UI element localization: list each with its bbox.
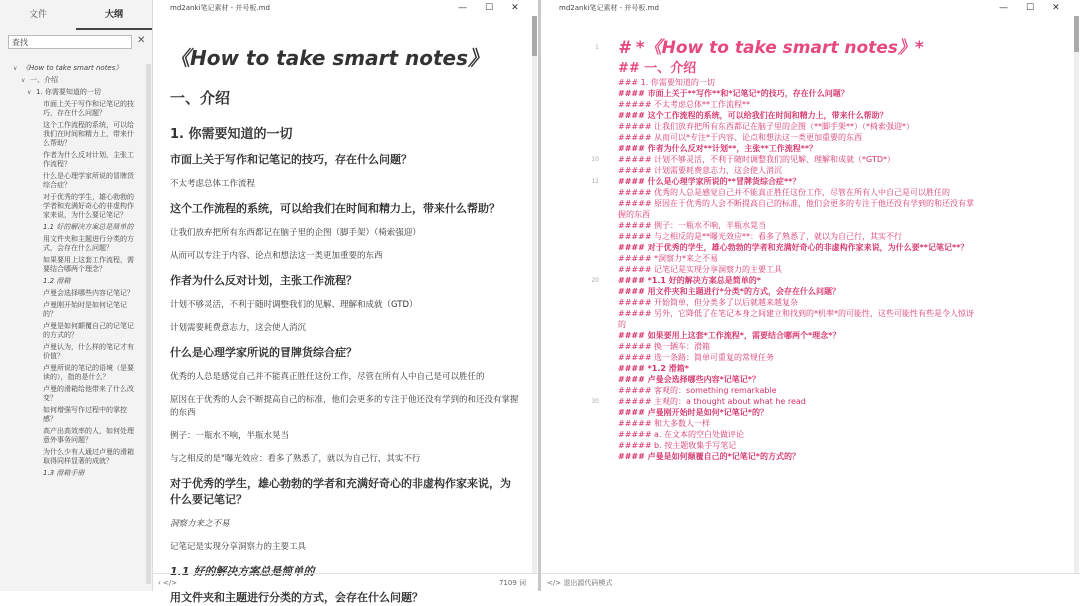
line-number: 1	[595, 44, 599, 51]
outline-item[interactable]	[0, 343, 146, 361]
outline-item-label: 卢曼的滑箱给他带来了什么改变？	[43, 385, 134, 402]
typora-window-source	[541, 0, 1080, 591]
line-number: 12	[591, 178, 599, 185]
outline-item[interactable]	[0, 469, 146, 478]
source-line[interactable]	[541, 231, 1069, 242]
source-line[interactable]	[541, 88, 1069, 99]
outline-item-label: 如果要用上这套工作流程，需要结合哪两个理念？	[43, 256, 134, 273]
line-number: 20	[591, 277, 599, 284]
source-text: ##### 原因在于优秀的人会不断提高自己的标准，他们会更多的专注于他还没有学到的和还没有掌	[618, 199, 975, 208]
source-h1: # *《How to take smart notes》*	[618, 38, 924, 58]
paragraph: 优秀的人总是感觉自己并不能真正胜任这份工作，尽管在所有人中自己是可以胜任的	[170, 372, 485, 382]
window-controls	[458, 0, 519, 16]
outline-item-label: 如何增强写作过程中的掌控感？	[43, 406, 127, 423]
source-line[interactable]	[541, 418, 1069, 429]
source-line[interactable]	[541, 143, 1069, 154]
source-text: ### 1. 你需要知道的一切	[618, 78, 715, 87]
source-text: #### 什么是心理学家所说的**冒牌货综合症**？	[618, 177, 801, 186]
line-number: 10	[591, 156, 599, 163]
doc-title: 《How to take smart notes》	[170, 46, 488, 70]
outline-item[interactable]	[0, 151, 146, 169]
source-text: ##### 从而可以*专注*于内容、论点和想法这一类更加重要的东西	[618, 133, 863, 142]
source-line[interactable]	[541, 264, 1069, 275]
source-line[interactable]	[541, 253, 1069, 264]
source-text: ##### 客观的：something remarkable	[618, 386, 777, 395]
source-line[interactable]	[541, 209, 1069, 220]
sidebar-tabs	[0, 0, 152, 30]
maximize-icon[interactable]: ☐	[1026, 3, 1035, 13]
source-line[interactable]	[541, 440, 1069, 451]
status-bar	[152, 573, 538, 592]
outline-item[interactable]	[0, 172, 146, 190]
outline-item[interactable]	[0, 448, 146, 466]
heading-4: 作者为什么反对计划，主张工作流程？	[170, 274, 357, 287]
outline-item[interactable]	[0, 427, 146, 445]
source-text: #### *1.2 滑箱*	[618, 364, 689, 373]
outline-list	[0, 64, 146, 481]
source-text: #### 这个工作流程的系统，可以给我们在时间和精力上，带来什么帮助？	[618, 111, 888, 120]
close-icon[interactable]: ✕	[137, 35, 146, 46]
outline-item-label: 1.1 好的解决方案总是简单的	[43, 223, 134, 231]
paragraph: 让我们放弃把所有东西都记在脑子里的企图（脚手架）（椅索强迎）	[170, 228, 421, 238]
source-scroll-thumb[interactable]	[1074, 16, 1079, 52]
maximize-icon[interactable]: ☐	[485, 3, 494, 13]
paragraph: 原因在于优秀的人会不断提高自己的标准，他们会更多的专注于他还没有学到的和还没有掌握的东西	[170, 395, 519, 418]
source-text: #### 对于优秀的学生，雄心勃勃的学者和充满好奇心的非虚构作家来说，为什么要**记笔记**？	[618, 243, 969, 252]
source-line[interactable]	[541, 275, 1069, 286]
sidebar	[0, 0, 153, 591]
source-text: #### 如果要用上这套*工作流程*，需要结合哪两个*理念*？	[618, 331, 841, 340]
heading-3: 1. 你需要知道的一切	[170, 127, 293, 142]
outline-item[interactable]	[0, 364, 146, 382]
heading-2: 一、介绍	[170, 89, 231, 107]
source-text: ##### 计划需要耗费意志力，这会使人消沉	[618, 166, 783, 175]
source-line[interactable]	[541, 132, 1069, 143]
source-line[interactable]	[541, 297, 1069, 308]
sidebar-scrollbar[interactable]	[146, 64, 151, 584]
chevron-down-icon[interactable]: ∨	[13, 65, 18, 72]
exit-source-mode-button[interactable]: </> 退出源代码模式	[547, 579, 613, 587]
outline-item[interactable]	[0, 76, 146, 85]
source-text: ##### 计划不够灵活，不利于随时调整我们的见解、理解和成就（*GTD*）	[618, 155, 896, 164]
source-line[interactable]	[541, 99, 1069, 110]
tab-files[interactable]: 文件	[28, 10, 47, 20]
source-line[interactable]	[541, 242, 1069, 253]
source-text: #### 卢曼刚开始时是如何*记笔记*的？	[618, 408, 768, 417]
source-text: ##### 换一辆车：滑箱	[618, 342, 711, 351]
source-text: #### *1.1 好的解决方案总是简单的*	[618, 276, 761, 285]
source-line[interactable]	[541, 198, 1069, 209]
source-text: ##### 另外，它降低了在笔记本身之间建立和找到的*机率*的可能性，这些可能性有些是令人惊讶	[618, 309, 975, 318]
source-line[interactable]	[541, 363, 1069, 374]
outline-item-label: 这个工作流程的系统，可以给我们在时间和精力上，带来什么帮助？	[43, 121, 134, 147]
heading-4: 用文件夹和主题进行分类的方式，会存在什么问题？	[170, 591, 423, 604]
outline-item[interactable]	[0, 88, 146, 97]
status-nav[interactable]: ‹ </>	[158, 579, 178, 587]
source-line[interactable]	[541, 154, 1069, 165]
source-line[interactable]	[541, 165, 1069, 176]
doc-scrollbar[interactable]	[532, 16, 537, 573]
tab-outline[interactable]: 大纲	[76, 0, 152, 30]
window-title: md2anki笔记素材 - 并号板.md	[170, 4, 270, 12]
paragraph: 计划需要耗费意志力，这会使人消沉	[170, 323, 307, 333]
chevron-down-icon[interactable]: ∨	[21, 77, 26, 84]
word-count[interactable]: 7109 词	[498, 579, 526, 587]
source-line[interactable]	[541, 121, 1069, 132]
source-text: #### 市面上关于**写作**和*记笔记*的技巧，存在什么问题？	[618, 89, 849, 98]
outline-item-label: 一、介绍	[30, 76, 58, 84]
outline-item-label: 作者为什么反对计划，主张工作流程？	[43, 151, 134, 168]
close-window-icon[interactable]: ✕	[1052, 3, 1060, 13]
doc-scroll-thumb[interactable]	[532, 16, 537, 56]
source-line[interactable]	[541, 77, 1069, 88]
outline-item-label: 《How to take smart notes》	[22, 64, 123, 72]
outline-item-label: 市面上关于写作和记笔记的技巧，存在什么问题？	[43, 100, 134, 117]
source-line[interactable]	[541, 396, 1069, 407]
source-text: ##### 不太考虑总体**工作流程**	[618, 100, 751, 109]
source-text: ##### b. 按主题收集手写笔记	[618, 441, 737, 450]
source-text: ##### 记笔记是实现分享洞察力的主要工具	[618, 265, 783, 274]
typora-window-preview	[0, 0, 538, 604]
heading-4: 对于优秀的学生，雄心勃勃的学者和充满好奇心的非虚构作家来说，为什么要记笔记？	[170, 477, 511, 506]
paragraph: 例子：一瓶水不响，半瓶水晃当	[170, 431, 290, 441]
outline-item[interactable]	[0, 277, 146, 286]
source-line[interactable]	[541, 110, 1069, 121]
paragraph: 计划不够灵活，不利于随时调整我们的见解、理解和成就（GTD）	[170, 300, 418, 310]
source-text: ##### 例子：一瓶水不响，半瓶水晃当	[618, 221, 767, 230]
outline-item-label: 对于优秀的学生，雄心勃勃的学者和充满好奇心的非虚构作家来说，为什么要记笔记？	[43, 193, 134, 219]
outline-item[interactable]	[0, 289, 146, 298]
source-line[interactable]	[541, 385, 1069, 396]
outline-item[interactable]	[0, 100, 146, 118]
paragraph: 从而可以专注于内容、论点和想法这一类更加重要的东西	[170, 251, 383, 261]
source-text: 的	[618, 320, 626, 329]
source-text: ##### 和大多数人一样	[618, 419, 711, 428]
paragraph: 与之相反的是"曝光效应：看多了熟悉了，就以为自己行，其实不行	[170, 454, 421, 464]
close-window-icon[interactable]: ✕	[511, 3, 519, 13]
paragraph: 记笔记是实现分享洞察力的主要工具	[170, 542, 307, 552]
outline-item-label: 什么是心理学家所说的冒牌货综合症？	[43, 172, 134, 189]
window-title: md2anki笔记素材 - 并号板.md	[559, 4, 659, 12]
minimize-icon[interactable]: —	[458, 3, 467, 13]
source-h2: ## 一、介绍	[618, 61, 697, 76]
search-input[interactable]: 查找	[8, 35, 132, 49]
outline-item-label: 卢曼所说的笔记的语境（是要读的），指的是什么？	[43, 364, 134, 381]
outline-item[interactable]	[0, 406, 146, 424]
outline-item[interactable]	[0, 235, 146, 253]
outline-item-label: 卢曼刚开始时是如何记笔记的？	[43, 301, 127, 318]
source-line[interactable]	[541, 176, 1069, 187]
outline-item-label: 卢曼是如何颠覆自己的记笔记的方式的？	[43, 322, 134, 339]
outline-item-label: 1.2 滑箱	[43, 277, 71, 285]
outline-item-label: 用文件夹和主题进行分类的方式，会存在什么问题？	[43, 235, 134, 252]
source-text: #### 作者为什么反对**计划**，主张**工作流程**？	[618, 144, 818, 153]
source-text: ##### *洞察力*来之不易	[618, 254, 719, 263]
outline-item-label: 高产出高效率的人，如何处理意外事务问题？	[43, 427, 134, 444]
source-line[interactable]	[541, 308, 1069, 319]
source-scrollbar[interactable]	[1074, 16, 1079, 573]
outline-item[interactable]	[0, 385, 146, 403]
source-line[interactable]	[541, 187, 1069, 198]
heading-4: 1.1 好的解决方案总是简单的	[170, 565, 315, 578]
window-controls	[999, 0, 1060, 16]
source-text: #### 用文件夹和主题进行*分类*的方式，会存在什么问题？	[618, 287, 840, 296]
source-text: ##### 开始简单，但分类多了以后就越来越复杂	[618, 298, 799, 307]
source-line[interactable]	[541, 341, 1069, 352]
outline-item-label: 1. 你需要知道的一切	[36, 88, 101, 96]
outline-item[interactable]	[0, 256, 146, 274]
source-line[interactable]	[541, 407, 1069, 418]
source-line[interactable]	[541, 429, 1069, 440]
source-text: ##### 与之相反的是**曝光效应**：看多了熟悉了，就以为自己行，其实不行	[618, 232, 903, 241]
paragraph: 洞察力来之不易	[170, 519, 230, 529]
outline-item[interactable]	[0, 301, 146, 319]
heading-4: 什么是心理学家所说的冒牌货综合症？	[170, 346, 357, 359]
outline-item[interactable]	[0, 223, 146, 232]
outline-item-label: 卢曼认为，什么样的笔记才有价值？	[43, 343, 134, 360]
source-text: ##### 让我们放弃把所有东西都记在脑子里的企图（**脚手架**）（*椅索强迎*）	[618, 122, 915, 131]
chevron-down-icon[interactable]: ∨	[27, 89, 32, 96]
status-bar	[541, 573, 1080, 592]
heading-4: 市面上关于写作和记笔记的技巧，存在什么问题？	[170, 153, 412, 166]
source-line[interactable]	[541, 451, 1069, 462]
paragraph: 不太考虑总体工作流程	[170, 179, 256, 189]
source-editor[interactable]	[541, 36, 1069, 462]
line-number: 30	[591, 398, 599, 405]
source-text: #### 卢曼会选择哪些内容*记笔记*？	[618, 375, 760, 384]
source-text: ##### 主观的：a thought about what he read	[618, 397, 806, 406]
outline-item[interactable]	[0, 193, 146, 220]
source-text: ##### 选一条路：简单可重复的常规任务	[618, 353, 775, 362]
outline-item-label: 卢曼会选择哪些内容记笔记？	[43, 289, 134, 297]
outline-item-label: 为什么少有人通过卢曼的滑箱取得同样显著的成就？	[43, 448, 134, 465]
source-line[interactable]	[541, 319, 1069, 330]
outline-item[interactable]	[0, 322, 146, 340]
outline-item-label: 1.3 滑箱手册	[43, 469, 85, 477]
source-line[interactable]	[541, 330, 1069, 341]
outline-item[interactable]	[0, 121, 146, 148]
heading-4: 这个工作流程的系统，可以给我们在时间和精力上，带来什么帮助？	[170, 202, 500, 215]
source-text: #### 卢曼是如何颠覆自己的*记笔记*的方式的？	[618, 452, 800, 461]
source-line[interactable]	[541, 374, 1069, 385]
source-text: 握的东西	[618, 210, 650, 219]
source-line[interactable]	[541, 286, 1069, 297]
outline-item[interactable]	[0, 64, 146, 73]
source-text: ##### a. 在文本的空白处做评论	[618, 430, 745, 439]
source-line[interactable]	[541, 352, 1069, 363]
source-text: ##### 优秀的人总是感觉自己并不能真正胜任这份工作，尽管在所有人中自己是可以胜任的	[618, 188, 951, 197]
source-line[interactable]	[541, 220, 1069, 231]
minimize-icon[interactable]: —	[999, 3, 1008, 13]
